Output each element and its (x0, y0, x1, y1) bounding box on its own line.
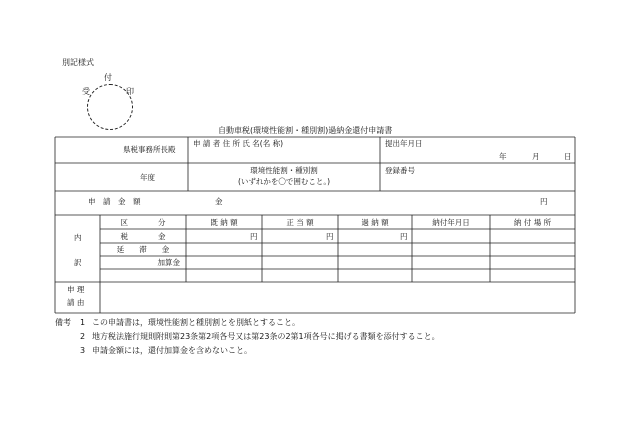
applicant-label: 申 請 者 住 所 氏 名(名 称) (193, 139, 284, 148)
date-month: 月 (532, 152, 540, 161)
stamp-left-char: 受 (82, 87, 90, 96)
tax-type-options: 環境性能割・種別割 (250, 166, 318, 175)
note-3-text: 申請金額には，還付加算金を含めないこと。 (92, 346, 252, 355)
note-3-number: 3 (80, 346, 86, 355)
registration-number-label: 登録番号 (385, 166, 415, 175)
date-day: 日 (564, 152, 572, 161)
note-1-number: 1 (80, 318, 86, 327)
row-label-late-fee: 延 滞 金 (116, 245, 170, 254)
reason-label-line2: 請 由 (67, 298, 85, 307)
stamp-top-char: 付 (104, 73, 112, 82)
reason-label-line1: 申 理 (67, 285, 85, 294)
notes-prefix: 備考 (55, 318, 71, 327)
form-label: 別記様式 (62, 58, 94, 67)
note-1-text: この申請書は，環境性能割と種別割とを別紙とすること。 (92, 318, 300, 327)
row-label-tax: 税 金 (120, 232, 166, 241)
fiscal-year-label: 年度 (140, 173, 155, 182)
note-2-text: 地方税法施行規則附則第23条第2項各号又は第23条の2第1項各号に掲げる書類を添付すること。 (92, 332, 440, 341)
col-header-correct: 正 当 額 (286, 218, 314, 227)
col-header-payment-date: 納付年月日 (432, 218, 470, 227)
amount-kin: 金 (215, 197, 223, 206)
tax-overpaid-yen: 円 (400, 232, 408, 241)
amount-yen: 円 (540, 197, 548, 206)
tax-paid-yen: 円 (250, 232, 258, 241)
tax-type-instruction: (いずれかを〇で囲むこと。) (237, 177, 331, 186)
note-2-number: 2 (80, 332, 86, 341)
stamp-right-char: 印 (126, 87, 134, 96)
col-header-overpaid: 過 納 額 (361, 218, 389, 227)
col-header-payment-place: 納 付 場 所 (513, 218, 552, 227)
tax-correct-yen: 円 (326, 232, 334, 241)
col-header-category: 区 分 (120, 218, 166, 227)
row-label-surcharge: 加算金 (157, 258, 180, 267)
date-year: 年 (499, 152, 507, 161)
addressee: 県税事務所長殿 (123, 145, 176, 154)
form-title: 自動車税(環境性能割・種別割)過納金還付申請書 (218, 126, 393, 135)
col-header-paid: 既 納 額 (210, 218, 238, 227)
breakdown-side-bottom: 訳 (74, 258, 82, 267)
application-amount-label: 申 請 金 額 (88, 197, 141, 206)
submission-date-label: 提出年月日 (385, 139, 423, 148)
breakdown-side-top: 内 (74, 233, 82, 242)
